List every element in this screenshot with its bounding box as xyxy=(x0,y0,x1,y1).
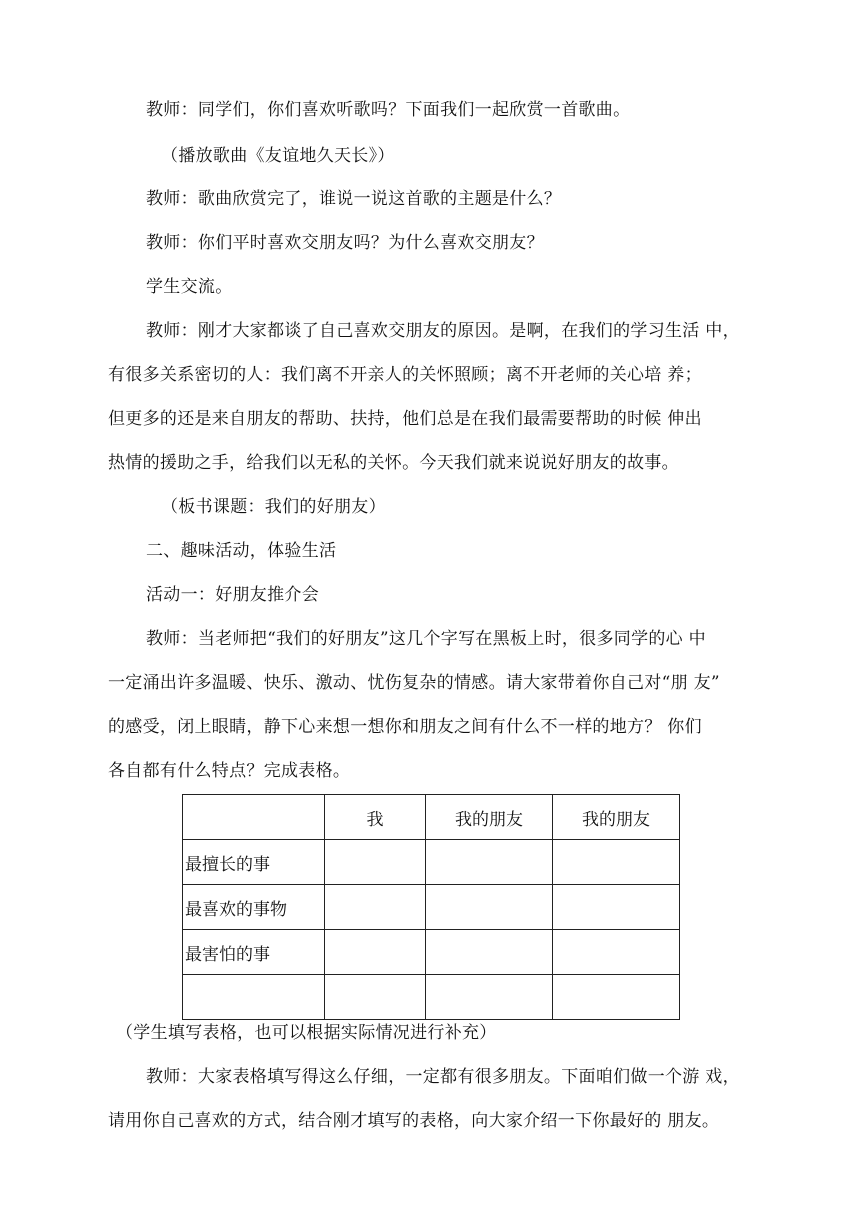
table-cell xyxy=(426,840,553,885)
table-cell xyxy=(325,930,426,975)
table-row-label xyxy=(183,975,325,1020)
table-row xyxy=(183,840,680,885)
table-cell xyxy=(553,930,680,975)
table-header-cell: 我的朋友 xyxy=(553,795,680,840)
paragraph-board-title: （板书课题：我们的好朋友） xyxy=(161,497,386,517)
table-row xyxy=(183,930,680,975)
paragraph-game-line-1: 教师：大家表格填写得这么仔细，一定都有很多朋友。下面咱们做一个游 戏， xyxy=(146,1067,740,1087)
table-cell xyxy=(553,885,680,930)
table-row-label: 最喜欢的事物 xyxy=(183,885,325,930)
paragraph-reasons-line-2: 有很多关系密切的人：我们离不开亲人的关怀照顾；离不开老师的关心培 养； xyxy=(108,365,702,385)
table-cell xyxy=(325,975,426,1020)
friend-comparison-table xyxy=(182,794,680,1020)
table-cell xyxy=(426,930,553,975)
table-row xyxy=(183,975,680,1020)
paragraph-feelings-line-4: 各自都有什么特点？完成表格。 xyxy=(108,761,351,781)
activity-heading: 活动一：好朋友推介会 xyxy=(146,585,319,605)
table-header-row xyxy=(183,795,680,840)
table-header-cell xyxy=(183,795,325,840)
table-cell xyxy=(325,840,426,885)
section-heading: 二、趣味活动，体验生活 xyxy=(146,541,337,561)
table-cell xyxy=(426,885,553,930)
table-header-cell: 我的朋友 xyxy=(426,795,553,840)
table-cell xyxy=(553,840,680,885)
paragraph-reasons-line-4: 热情的援助之手，给我们以无私的关怀。今天我们就来说说好朋友的故事。 xyxy=(108,453,679,473)
paragraph-make-friends: 教师：你们平时喜欢交朋友吗？为什么喜欢交朋友？ xyxy=(146,233,544,253)
paragraph-game-line-2: 请用你自己喜欢的方式，结合刚才填写的表格，向大家介绍一下你最好的 朋友。 xyxy=(108,1111,720,1131)
paragraph-fill-table-note: （学生填写表格，也可以根据实际情况进行补充） xyxy=(116,1023,497,1043)
table-cell xyxy=(325,885,426,930)
paragraph-student-exchange: 学生交流。 xyxy=(146,277,233,297)
paragraph-song-theme: 教师：歌曲欣赏完了，谁说一说这首歌的主题是什么？ xyxy=(146,189,562,209)
paragraph-feelings-line-1: 教师：当老师把“我们的好朋友”这几个字写在黑板上时，很多同学的心 中 xyxy=(146,629,706,649)
table-cell xyxy=(426,975,553,1020)
table-header-cell: 我 xyxy=(325,795,426,840)
table-row-label: 最擅长的事 xyxy=(183,840,325,885)
paragraph-feelings-line-2: 一定涌出许多温暖、快乐、激动、忧伤复杂的情感。请大家带着你自己对“朋 友” xyxy=(108,673,720,693)
paragraph-greeting: 教师：同学们，你们喜欢听歌吗？下面我们一起欣赏一首歌曲。 xyxy=(146,100,631,120)
table-row xyxy=(183,885,680,930)
paragraph-play-song: （播放歌曲《友谊地久天长》） xyxy=(161,146,395,166)
paragraph-feelings-line-3: 的感受，闭上眼睛，静下心来想一想你和朋友之间有什么不一样的地方？ 你们 xyxy=(108,717,702,737)
table-cell xyxy=(553,975,680,1020)
paragraph-reasons-line-1: 教师：刚才大家都谈了自己喜欢交朋友的原因。是啊，在我们的学习生活 中， xyxy=(146,321,740,341)
table-row-label: 最害怕的事 xyxy=(183,930,325,975)
paragraph-reasons-line-3: 但更多的还是来自朋友的帮助、扶持，他们总是在我们最需要帮助的时候 伸出 xyxy=(108,409,702,429)
